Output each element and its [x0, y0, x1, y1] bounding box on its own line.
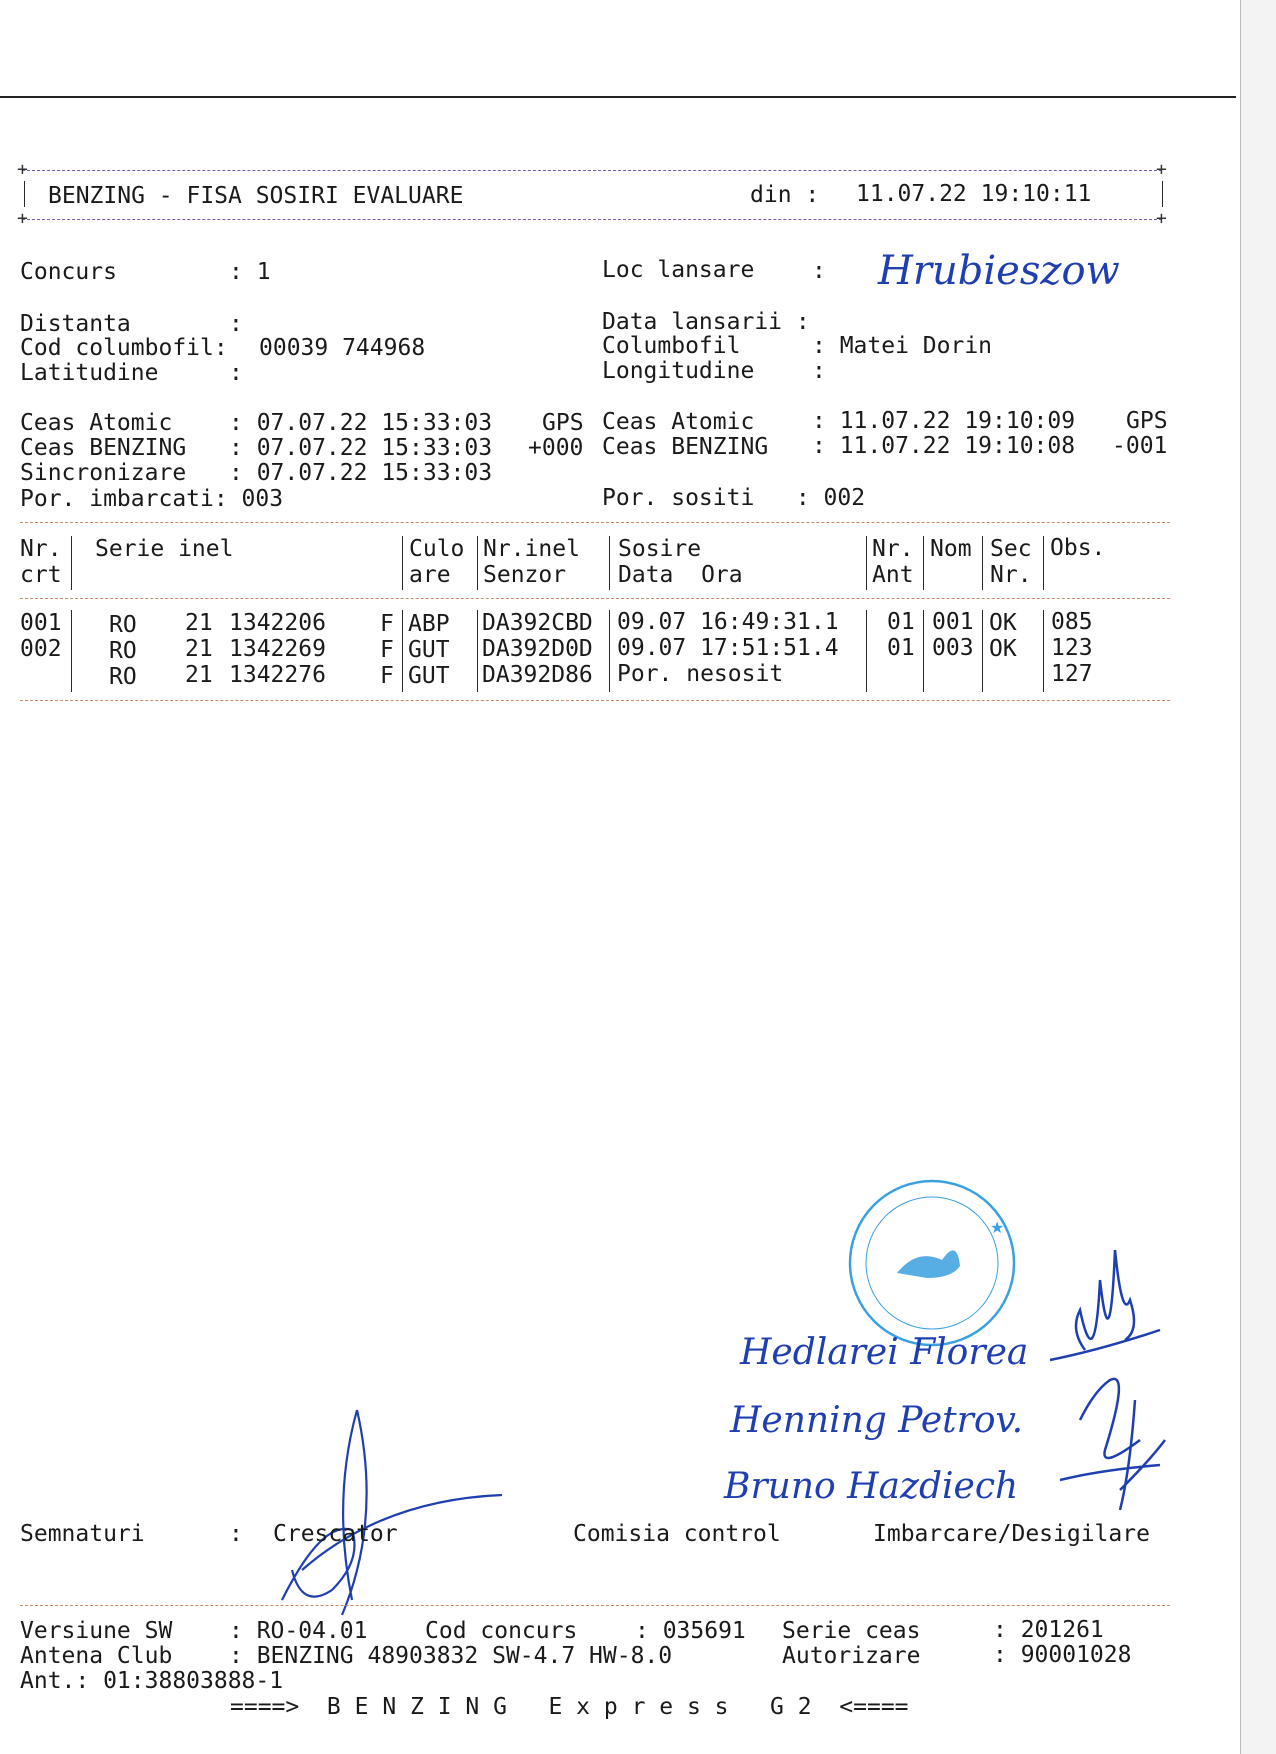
- versiune-value: : RO-04.01: [229, 1618, 368, 1644]
- cell-inel: 1342276: [229, 662, 326, 688]
- data-lansarii-label: Data lansarii :: [602, 309, 810, 335]
- table-bottom-rule: [20, 700, 1170, 701]
- cell-senzor: DA392D86: [482, 662, 593, 688]
- cell-sec: OK: [989, 610, 1017, 636]
- ceas-atomic-end-value: : 11.07.22 19:10:09: [812, 408, 1076, 434]
- club-stamp: [842, 1178, 1022, 1348]
- th-sec: Sec: [990, 536, 1032, 562]
- versiune-label: Versiune SW: [20, 1618, 173, 1644]
- serie-ceas-value: : 201261: [993, 1617, 1104, 1643]
- corner-plus: +: [17, 159, 28, 180]
- top-rule: [0, 96, 1236, 98]
- header-top-rule: [22, 170, 1162, 171]
- col-sep: [866, 536, 867, 590]
- cell-an: 21: [185, 662, 213, 688]
- col-sep: [402, 610, 403, 692]
- ceas-atomic-start-value: : 07.07.22 15:33:03: [229, 410, 493, 436]
- cell-sec: OK: [989, 636, 1017, 662]
- cell-sex: F: [380, 663, 394, 689]
- concurs-value: : 1: [229, 259, 271, 285]
- report-date: 11.07.22 19:10:11: [856, 181, 1092, 207]
- distanta-sep: :: [229, 311, 243, 337]
- comisia-label: Comisia control: [573, 1521, 781, 1547]
- brand-line: ====> B E N Z I N G E x p r e s s G 2 <====: [230, 1694, 909, 1720]
- header-right-bar: [1162, 181, 1163, 207]
- cell-culoare: ABP: [408, 611, 450, 637]
- col-sep: [1043, 610, 1044, 692]
- ceas-atomic-end-label: Ceas Atomic: [602, 409, 755, 435]
- th-sosire: Sosire: [618, 536, 702, 562]
- ceas-benzing-start-value: : 07.07.22 15:33:03: [229, 435, 493, 461]
- cell-nr: 001: [20, 610, 62, 636]
- col-sep: [609, 610, 610, 692]
- latitudine-label: Latitudine: [20, 360, 159, 386]
- columbofil-label: Columbofil: [602, 333, 741, 359]
- loc-lansare-handwritten: Hrubieszow: [878, 248, 1120, 294]
- col-sep: [71, 536, 72, 590]
- ceas-benzing-start-label: Ceas BENZING: [20, 435, 187, 461]
- ceas-benzing-end-value: : 11.07.22 19:10:08: [812, 433, 1076, 459]
- longitudine-sep: :: [812, 358, 826, 384]
- col-sep: [609, 536, 610, 590]
- th-nr-ant-1: Nr.: [872, 536, 914, 562]
- th-crt: crt: [20, 562, 62, 588]
- crescator-signature: [262, 1400, 512, 1620]
- sincronizare-value: : 07.07.22 15:33:03: [229, 460, 493, 486]
- cell-ant: 01: [887, 609, 915, 635]
- ceas-benzing-end-label: Ceas BENZING: [602, 434, 769, 460]
- cell-tara: RO: [109, 664, 137, 690]
- serie-ceas-label: Serie ceas: [782, 1618, 921, 1644]
- cell-sosire: Por. nesosit: [617, 661, 784, 687]
- th-data-ora: Data Ora: [618, 562, 743, 588]
- cell-an: 21: [185, 636, 213, 662]
- antena-value: : BENZING 48903832 SW-4.7 HW-8.0: [229, 1643, 673, 1669]
- col-sep: [402, 536, 403, 590]
- distanta-label: Distanta: [20, 311, 131, 337]
- cell-sosire: 09.07 16:49:31.1: [617, 609, 839, 635]
- cell-obs: 123: [1051, 635, 1093, 661]
- cell-obs: 127: [1051, 661, 1093, 687]
- report-title: BENZING - FISA SOSIRI EVALUARE: [48, 183, 464, 209]
- ceas-benzing-start-suffix: +000: [528, 435, 584, 461]
- th-nr: Nr.: [20, 536, 62, 562]
- table-header-rule: [20, 598, 1170, 599]
- semnaturi-label: Semnaturi: [20, 1521, 145, 1547]
- ceas-atomic-start-label: Ceas Atomic: [20, 410, 173, 436]
- columbofil-value: : Matei Dorin: [812, 333, 993, 359]
- col-sep: [923, 536, 924, 590]
- por-sositi: Por. sositi : 002: [602, 485, 866, 511]
- corner-plus: +: [1156, 208, 1167, 229]
- cod-columbofil-value: 00039 744968: [259, 335, 426, 361]
- svg-text:★: ★: [990, 1218, 1005, 1237]
- cell-obs: 085: [1051, 609, 1093, 635]
- loc-lansare-sep: :: [812, 258, 826, 284]
- por-imbarcati: Por. imbarcati: 003: [20, 486, 284, 512]
- cod-concurs-label: Cod concurs: [425, 1618, 578, 1644]
- antena-label: Antena Club: [20, 1643, 173, 1669]
- th-nr-ant-2: Ant: [872, 562, 914, 588]
- cell-nr: 002: [20, 636, 62, 662]
- corner-plus: +: [1156, 159, 1167, 180]
- th-culoare-2: are: [409, 562, 451, 588]
- th-nrinel: Nr.inel: [483, 536, 580, 562]
- footer-rule: [20, 1605, 1170, 1606]
- col-sep: [923, 610, 924, 692]
- cell-tara: RO: [109, 612, 137, 638]
- cell-nom: 001: [932, 609, 974, 635]
- sincronizare-label: Sincronizare: [20, 460, 187, 486]
- th-nom: Nom: [930, 536, 972, 562]
- col-sep: [866, 610, 867, 692]
- cell-culoare: GUT: [408, 663, 450, 689]
- th-obs: Obs.: [1050, 535, 1106, 561]
- th-sec-nr: Nr.: [990, 562, 1032, 588]
- handwritten-name: Henning Petrov.: [730, 1400, 1024, 1441]
- cell-ant: 01: [887, 635, 915, 661]
- committee-signature: [1040, 1240, 1190, 1520]
- header-bottom-rule: [22, 219, 1162, 220]
- cell-culoare: GUT: [408, 637, 450, 663]
- ceas-atomic-start-suffix: GPS: [542, 410, 584, 436]
- cod-columbofil-label: Cod columbofil:: [20, 335, 228, 361]
- loc-lansare-label: Loc lansare: [602, 257, 755, 283]
- cell-inel: 1342269: [229, 636, 326, 662]
- col-sep: [982, 536, 983, 590]
- autorizare-label: Autorizare: [782, 1643, 921, 1669]
- semnaturi-sep: :: [229, 1521, 243, 1547]
- page-edge: [1240, 0, 1276, 1754]
- cell-sex: F: [380, 611, 394, 637]
- cell-senzor: DA392CBD: [482, 610, 593, 636]
- handwritten-name: Bruno Hazdiech: [724, 1466, 1019, 1507]
- col-sep: [477, 536, 478, 590]
- col-sep: [71, 610, 72, 692]
- cell-senzor: DA392D0D: [482, 636, 593, 662]
- autorizare-value: : 90001028: [993, 1642, 1132, 1668]
- table-top-rule: [20, 522, 1170, 523]
- col-sep: [477, 610, 478, 692]
- cell-tara: RO: [109, 638, 137, 664]
- latitudine-sep: :: [229, 360, 243, 386]
- ceas-atomic-end-suffix: GPS: [1126, 408, 1168, 434]
- concurs-label: Concurs: [20, 259, 117, 285]
- col-sep: [982, 610, 983, 692]
- ceas-benzing-end-suffix: -001: [1112, 433, 1168, 459]
- header-left-bar: [24, 181, 25, 207]
- handwritten-name: Hedlarei Florea: [740, 1332, 1029, 1373]
- cell-inel: 1342206: [229, 610, 326, 636]
- date-label: din :: [750, 182, 820, 208]
- corner-plus: +: [17, 208, 28, 229]
- antena-id: Ant.: 01:38803888-1: [20, 1668, 284, 1694]
- longitudine-label: Longitudine: [602, 358, 755, 384]
- imbarcare-label: Imbarcare/Desigilare: [873, 1521, 1150, 1547]
- th-serie-inel: Serie inel: [95, 536, 234, 562]
- col-sep: [1043, 536, 1044, 590]
- cell-nom: 003: [932, 635, 974, 661]
- cell-sex: F: [380, 637, 394, 663]
- th-senzor: Senzor: [483, 562, 567, 588]
- cod-concurs-value: : 035691: [635, 1618, 746, 1644]
- th-culoare-1: Culo: [409, 536, 465, 562]
- crescator-label: Crescator: [273, 1521, 398, 1547]
- cell-sosire: 09.07 17:51:51.4: [617, 635, 839, 661]
- cell-an: 21: [185, 610, 213, 636]
